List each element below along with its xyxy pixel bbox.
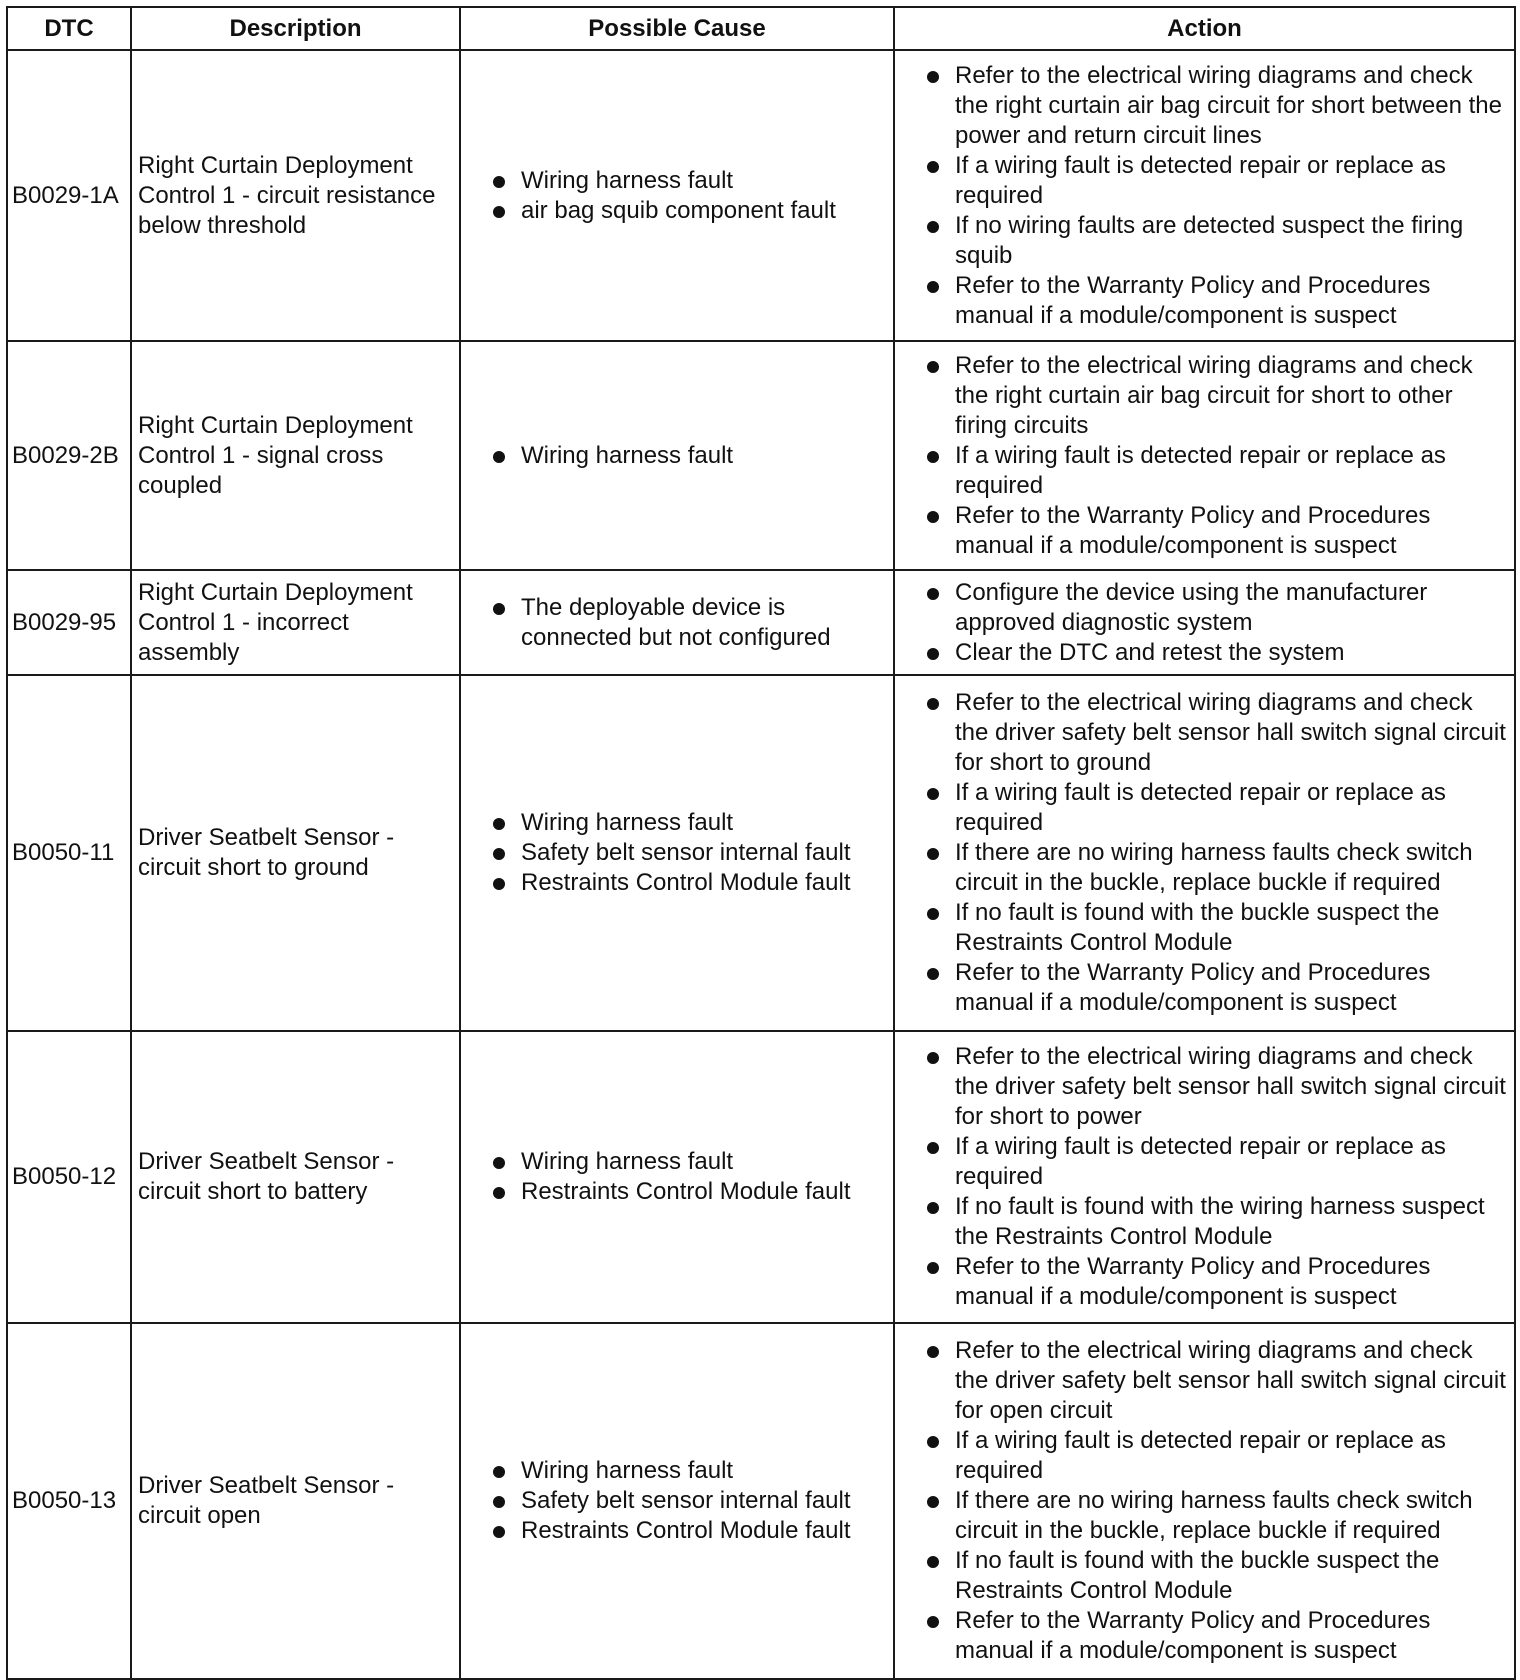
action-cell: [894, 1031, 1515, 1323]
action-item: Refer to the electrical wiring diagrams and check the driver safety belt sensor hall switch signal circuit for short to ground: [901, 688, 1508, 778]
header-row: [7, 7, 1515, 50]
possible-cause-item: Restraints Control Module fault: [467, 1516, 887, 1546]
possible-cause-item: Restraints Control Module fault: [467, 1177, 887, 1207]
table-row: [7, 675, 1515, 1031]
table-row: [7, 1031, 1515, 1323]
possible-cause-list: [467, 1456, 887, 1546]
dtc-code: B0029-95: [7, 570, 131, 675]
action-list: [901, 1042, 1508, 1312]
action-cell: [894, 1323, 1515, 1679]
table-body: [7, 50, 1515, 1679]
action-item: Refer to the electrical wiring diagrams and check the right curtain air bag circuit for short between the power and return circuit lines: [901, 61, 1508, 151]
action-item: Refer to the Warranty Policy and Procedures manual if a module/component is suspect: [901, 501, 1508, 561]
possible-cause-cell: [460, 50, 894, 341]
possible-cause-item: Restraints Control Module fault: [467, 868, 887, 898]
dtc-code: B0050-12: [7, 1031, 131, 1323]
possible-cause-item: air bag squib component fault: [467, 196, 887, 226]
possible-cause-list: [467, 808, 887, 898]
possible-cause-item: The deployable device is connected but not configured: [467, 593, 887, 653]
action-item: If a wiring fault is detected repair or replace as required: [901, 151, 1508, 211]
action-cell: [894, 570, 1515, 675]
action-item: If no fault is found with the wiring harness suspect the Restraints Control Module: [901, 1192, 1508, 1252]
possible-cause-list: [467, 593, 887, 653]
dtc-description: Right Curtain Deployment Control 1 - signal cross coupled: [131, 341, 460, 570]
action-item: Refer to the electrical wiring diagrams and check the driver safety belt sensor hall switch signal circuit for short to power: [901, 1042, 1508, 1132]
dtc-code: B0029-1A: [7, 50, 131, 341]
possible-cause-cell: [460, 1323, 894, 1679]
dtc-description: Right Curtain Deployment Control 1 - circuit resistance below threshold: [131, 50, 460, 341]
dtc-description: Driver Seatbelt Sensor - circuit open: [131, 1323, 460, 1679]
action-item: If there are no wiring harness faults check switch circuit in the buckle, replace buckle if required: [901, 1486, 1508, 1546]
action-item: Refer to the Warranty Policy and Procedures manual if a module/component is suspect: [901, 1252, 1508, 1312]
table-row: [7, 50, 1515, 341]
possible-cause-item: Wiring harness fault: [467, 1147, 887, 1177]
action-item: Refer to the electrical wiring diagrams and check the driver safety belt sensor hall switch signal circuit for open circuit: [901, 1336, 1508, 1426]
action-list: [901, 578, 1508, 668]
action-item: Refer to the Warranty Policy and Procedures manual if a module/component is suspect: [901, 958, 1508, 1018]
header-dtc: DTC: [7, 7, 131, 50]
action-list: [901, 1336, 1508, 1666]
possible-cause-item: Wiring harness fault: [467, 808, 887, 838]
table-row: [7, 1323, 1515, 1679]
dtc-code: B0050-11: [7, 675, 131, 1031]
table-row: [7, 341, 1515, 570]
action-item: If a wiring fault is detected repair or replace as required: [901, 778, 1508, 838]
action-cell: [894, 675, 1515, 1031]
possible-cause-list: [467, 1147, 887, 1207]
action-item: If no fault is found with the buckle suspect the Restraints Control Module: [901, 898, 1508, 958]
header-possible-cause: Possible Cause: [460, 7, 894, 50]
dtc-description: Driver Seatbelt Sensor - circuit short to ground: [131, 675, 460, 1031]
action-item: If a wiring fault is detected repair or replace as required: [901, 1132, 1508, 1192]
action-item: If there are no wiring harness faults check switch circuit in the buckle, replace buckle if required: [901, 838, 1508, 898]
possible-cause-cell: [460, 1031, 894, 1323]
possible-cause-item: Wiring harness fault: [467, 1456, 887, 1486]
dtc-table: [6, 6, 1516, 1680]
table-row: [7, 570, 1515, 675]
possible-cause-cell: [460, 341, 894, 570]
action-item: Refer to the electrical wiring diagrams and check the right curtain air bag circuit for short to other firing circuits: [901, 351, 1508, 441]
action-item: Refer to the Warranty Policy and Procedures manual if a module/component is suspect: [901, 271, 1508, 331]
possible-cause-list: [467, 166, 887, 226]
action-list: [901, 688, 1508, 1018]
action-item: If a wiring fault is detected repair or replace as required: [901, 441, 1508, 501]
action-item: If no wiring faults are detected suspect the firing squib: [901, 211, 1508, 271]
possible-cause-item: Safety belt sensor internal fault: [467, 1486, 887, 1516]
dtc-description: Driver Seatbelt Sensor - circuit short to battery: [131, 1031, 460, 1323]
possible-cause-cell: [460, 675, 894, 1031]
action-cell: [894, 50, 1515, 341]
header-description: Description: [131, 7, 460, 50]
action-item: Refer to the Warranty Policy and Procedures manual if a module/component is suspect: [901, 1606, 1508, 1666]
action-list: [901, 61, 1508, 331]
action-cell: [894, 341, 1515, 570]
dtc-description: Right Curtain Deployment Control 1 - incorrect assembly: [131, 570, 460, 675]
possible-cause-item: Safety belt sensor internal fault: [467, 838, 887, 868]
possible-cause-item: Wiring harness fault: [467, 166, 887, 196]
action-item: If no fault is found with the buckle suspect the Restraints Control Module: [901, 1546, 1508, 1606]
action-item: If a wiring fault is detected repair or replace as required: [901, 1426, 1508, 1486]
action-item: Clear the DTC and retest the system: [901, 638, 1508, 668]
dtc-code: B0050-13: [7, 1323, 131, 1679]
header-action: Action: [894, 7, 1515, 50]
possible-cause-cell: [460, 570, 894, 675]
action-list: [901, 351, 1508, 561]
possible-cause-item: Wiring harness fault: [467, 441, 887, 471]
action-item: Configure the device using the manufacturer approved diagnostic system: [901, 578, 1508, 638]
dtc-code: B0029-2B: [7, 341, 131, 570]
possible-cause-list: [467, 441, 887, 471]
